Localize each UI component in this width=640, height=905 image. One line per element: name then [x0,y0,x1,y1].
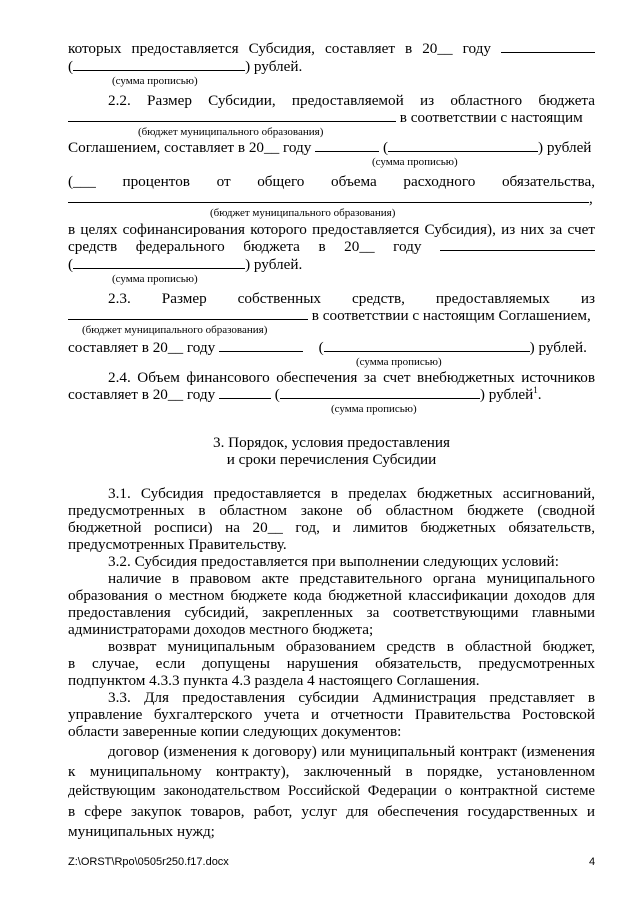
field-caption: (бюджет муниципального образования) [82,324,268,336]
paragraph-line: образования о местном бюджете кода бюджетной классификации доходов для [68,587,595,604]
text-line [68,40,595,57]
blank-field [315,139,379,152]
paragraph-line: к муниципальному контракту), заключенный в порядке, установленном [68,763,595,780]
page-number: 4 [589,856,596,868]
blank-field [68,109,396,122]
text-line: (___ процентов от общего объема расходного обязательства, [68,173,595,190]
paragraph-line: наличие в правовом акте представительного органа муниципального [108,570,595,587]
footnote-mark: 1 [533,384,538,395]
text-fragment: ) рублей. [529,339,587,356]
text-fragment: ) рублей [479,386,534,403]
text-line: в целях софинансирования которого предоставляется Субсидия), из них за счет [68,221,595,238]
text-line [68,256,595,273]
text-fragment: составляет в 20__ году [68,339,216,356]
section-title-line-1: 3. Порядок, условия предоставления [212,434,450,451]
paragraph-2-3-heading: 2.3. Размер собственных средств, предоставляемых из [108,290,595,307]
blank-field [280,386,480,399]
text-line [68,58,595,75]
text-fragment: ( [318,339,324,356]
blank-field [68,307,308,320]
paragraph-line: возврат муниципальным образованием средств в областной бюджет, [108,638,595,655]
text-fragment: . [537,386,542,403]
blank-field [219,386,271,399]
text-fragment: в соответствии с настоящим Соглашением, [311,307,591,324]
footer-file-path: Z:\ORST\Rpo\0505r250.f17.docx [68,856,229,868]
section-title-line-2: и сроки перечисления Субсидии [226,451,437,468]
blank-field [388,139,538,152]
paragraph-2-2-heading: 2.2. Размер Субсидии, предоставляемой из областного бюджета [108,92,595,109]
text-fragment: Соглашением, составляет в 20__ году [68,139,312,156]
text-fragment: , [589,190,593,207]
paragraph-line: администраторами доходов местного бюджета; [68,621,374,638]
text-fragment: ) рублей [538,139,592,156]
paragraph-line: в сфере закупок товаров, работ, услуг для обеспечения государственных и [68,803,595,820]
paragraph-line: области заверенные копии следующих документов: [68,723,402,740]
field-caption: (сумма прописью) [356,356,442,368]
text-fragment: ( [68,58,74,75]
field-caption: (бюджет муниципального образования) [138,126,324,138]
text-fragment: ) рублей. [245,58,303,75]
paragraph-line: 3.2. Субсидия предоставляется при выполнении следующих условий: [108,553,559,570]
paragraph-line: управление бухгалтерского учета и отчетности Правительства Ростовской [68,706,595,723]
field-caption: (сумма прописью) [372,156,458,168]
paragraph-2-4-heading: 2.4. Объем финансового обеспечения за счет внебюджетных источников [108,369,595,386]
paragraph-line: 3.3. Для предоставления субсидии Администрация представляет в [108,689,595,706]
text-line [68,307,595,324]
paragraph-line: действующим законодательством Российской Федерации о контрактной системе [68,783,595,799]
field-caption: (сумма прописью) [112,75,198,87]
paragraph-line: договор (изменения к договору) или муниципальный контракт (изменения [108,743,595,760]
paragraph-line: 3.1. Субсидия предоставляется в пределах бюджетных ассигнований, [108,485,595,502]
paragraph-line: в случае, если допущены нарушения обязательств, предусмотренных [68,655,595,672]
paragraph-line: бюджетной росписи) на 20__ год, и лимитов бюджетных обязательств, [68,519,595,536]
paragraph-line: подпунктом 4.3.3 пункта 4.3 раздела 4 настоящего Соглашения. [68,672,480,689]
text-line [68,386,595,403]
paragraph-line: муниципальных нужд; [68,823,215,840]
blank-field [324,339,530,352]
blank-field [440,238,595,251]
text-fragment: ) рублей. [245,256,303,273]
blank-field [73,58,245,71]
field-caption: (сумма прописью) [331,403,417,415]
field-caption: (бюджет муниципального образования) [210,207,396,219]
field-caption: (сумма прописью) [112,273,198,285]
blank-field [73,256,245,269]
text-fragment: ( [274,386,280,403]
paragraph-line: предусмотренных Правительству. [68,536,287,553]
blank-field [68,190,589,203]
blank-field [501,40,595,53]
text-line [68,139,595,156]
text-fragment: составляет в 20__ году [68,386,216,403]
text-line [68,339,595,356]
paragraph-line: предусмотренных в областном законе об областном бюджете (сводной [68,502,595,519]
paragraph-line: предоставления субсидий, закрепленных за соответствующими главными [68,604,595,621]
text-fragment: в соответствии с настоящим [399,109,583,126]
text-line [68,109,595,126]
text-fragment: ( [382,139,388,156]
blank-field [219,339,303,352]
text-fragment: которых предоставляется Субсидия, составляет в 20__ году [68,40,491,57]
text-line [68,238,595,255]
text-line [68,190,595,207]
text-fragment: средств федерального бюджета в 20__ году [68,238,422,255]
text-fragment: ( [68,256,74,273]
